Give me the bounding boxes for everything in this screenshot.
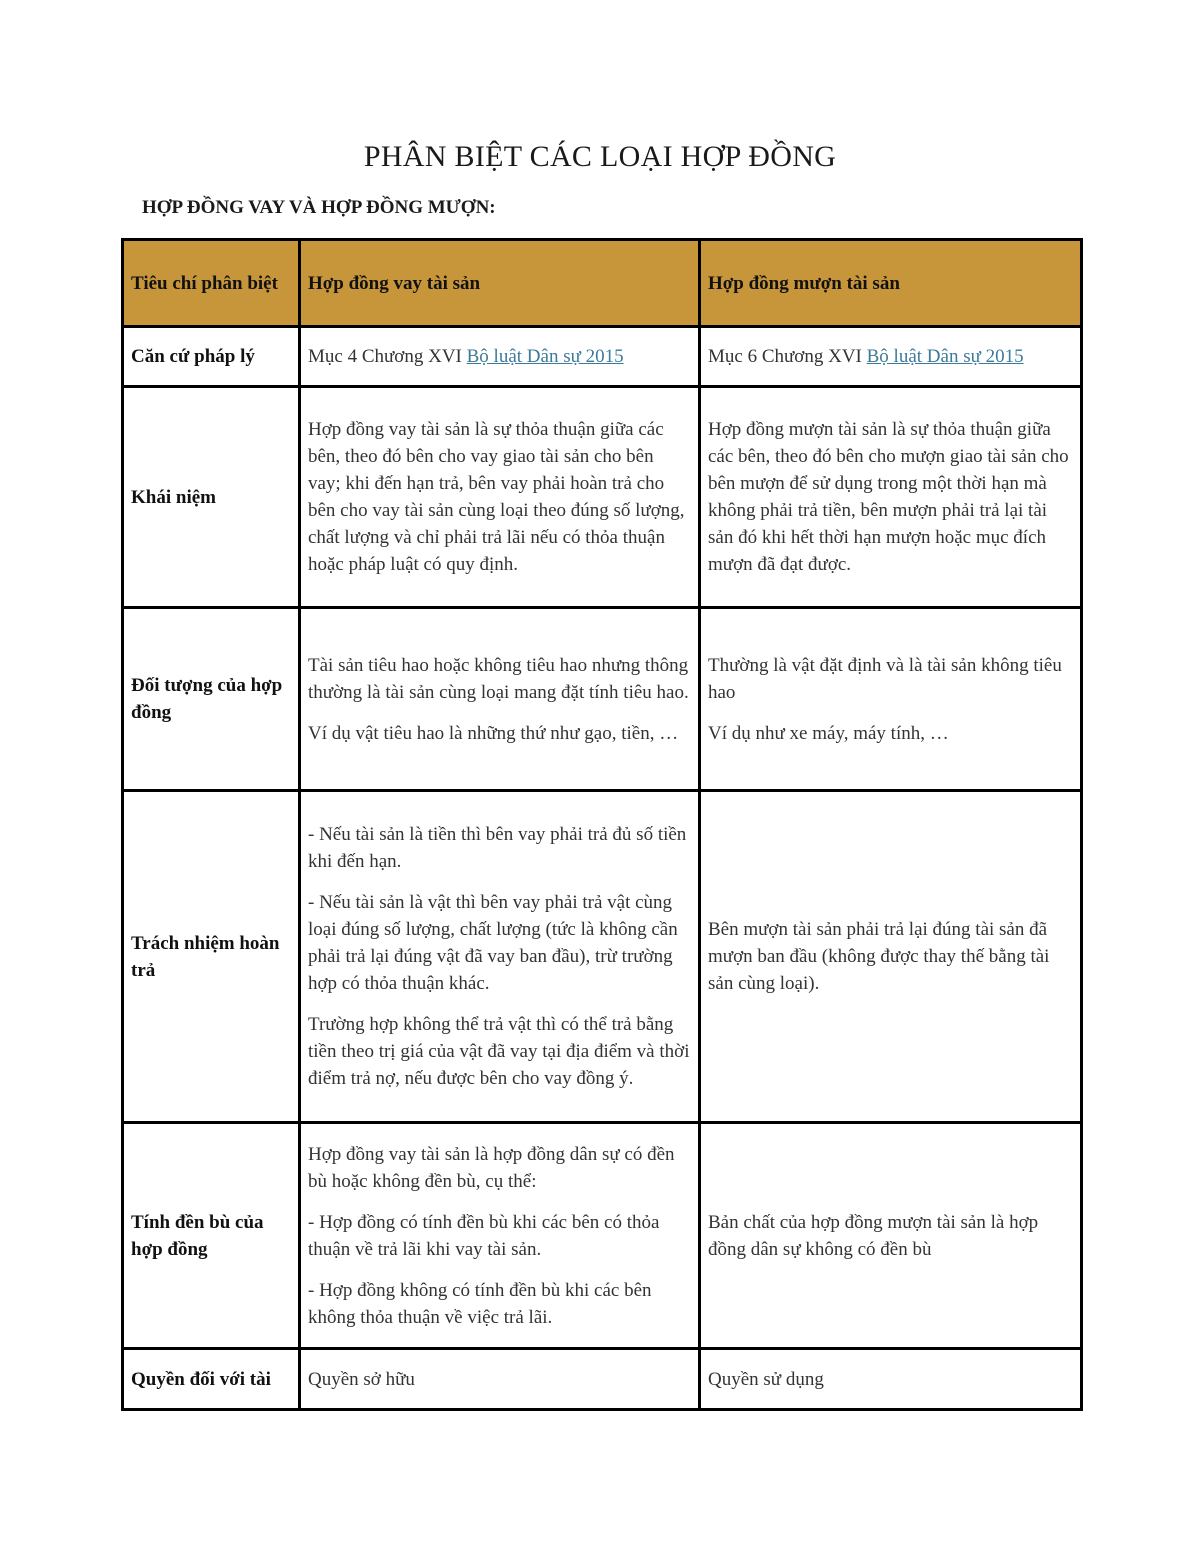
borrow-concept: Hợp đồng mượn tài sản là sự thỏa thuận giữa các bên, theo đó bên cho mượn giao tài sản cho bên mượn để sử dụng trong một thời hạn mà không phải trả tiền, bên mượn phải trả lại tài sản đó khi hết thời hạn mượn hoặc mục đích mượn đã đạt được. <box>700 387 1082 608</box>
section-heading: HỢP ĐỒNG VAY VÀ HỢP ĐỒNG MƯỢN: <box>142 197 496 218</box>
label-rights: Quyền đối với tài <box>123 1349 300 1410</box>
page-title: PHÂN BIỆT CÁC LOẠI HỢP ĐỒNG <box>363 140 837 173</box>
loan-return-p3: Trường hợp không thể trả vật thì có thể trả bằng tiền theo trị giá của vật đã vay tại địa điểm và thời điểm trả nợ, nếu được bên cho vay đồng ý. <box>308 1014 690 1089</box>
loan-object-p1: Tài sản tiêu hao hoặc không tiêu hao nhưng thông thường là tài sản cùng loại mang đặt tính tiêu hao. <box>308 654 689 703</box>
borrow-rights: Quyền sử dụng <box>700 1349 1082 1410</box>
borrow-civil-code-link[interactable]: Bộ luật Dân sự 2015 <box>866 346 1024 367</box>
label-object: Đối tượng của hợp đồng <box>123 608 300 791</box>
row-rights <box>123 1349 1082 1410</box>
loan-object-p2: Ví dụ vật tiêu hao là những thứ như gạo, tiền, … <box>308 722 679 744</box>
header-criteria: Tiêu chí phân biệt <box>123 240 300 327</box>
borrow-object-p1: Thường là vật đặt định và là tài sản không tiêu hao <box>708 654 1062 703</box>
row-compensation <box>123 1123 1082 1349</box>
loan-rights: Quyền sở hữu <box>300 1349 700 1410</box>
loan-comp-p2: - Hợp đồng có tính đền bù khi các bên có thỏa thuận về trả lãi khi vay tài sản. <box>308 1211 660 1260</box>
loan-civil-code-link[interactable]: Bộ luật Dân sự 2015 <box>466 346 624 367</box>
loan-legal-basis <box>300 327 700 387</box>
loan-concept: Hợp đồng vay tài sản là sự thỏa thuận giữa các bên, theo đó bên cho vay giao tài sản cho bên vay; khi đến hạn trả, bên vay phải hoàn trả cho bên cho vay tài sản cùng loại theo đúng số lượng, chất lượng và chỉ phải trả lãi nếu có thỏa thuận hoặc pháp luật có quy định. <box>300 387 700 608</box>
table-header-row <box>123 240 1082 327</box>
borrow-legal-prefix: Mục 6 Chương XVI <box>708 346 867 367</box>
label-compensation: Tính đền bù của hợp đồng <box>123 1123 300 1349</box>
row-legal-basis <box>123 327 1082 387</box>
row-return-duty <box>123 791 1082 1123</box>
borrow-compensation: Bản chất của hợp đồng mượn tài sản là hợp đồng dân sự không có đền bù <box>700 1123 1082 1349</box>
borrow-object <box>700 608 1082 791</box>
row-object <box>123 608 1082 791</box>
header-loan: Hợp đồng vay tài sản <box>300 240 700 327</box>
loan-compensation <box>300 1123 700 1349</box>
label-legal-basis: Căn cứ pháp lý <box>123 327 300 387</box>
label-return-duty: Trách nhiệm hoàn trả <box>123 791 300 1123</box>
borrow-object-p2: Ví dụ như xe máy, máy tính, … <box>708 722 949 744</box>
loan-comp-p1: Hợp đồng vay tài sản là hợp đồng dân sự có đền bù hoặc không đền bù, cụ thể: <box>308 1143 675 1192</box>
loan-return-p1: - Nếu tài sản là tiền thì bên vay phải trả đủ số tiền khi đến hạn. <box>308 824 687 872</box>
header-borrow: Hợp đồng mượn tài sản <box>700 240 1082 327</box>
loan-legal-prefix: Mục 4 Chương XVI <box>308 346 467 367</box>
borrow-return-duty: Bên mượn tài sản phải trả lại đúng tài sản đã mượn ban đầu (không được thay thế bằng tài sản cùng loại). <box>700 791 1082 1123</box>
row-concept <box>123 387 1082 608</box>
loan-object <box>300 608 700 791</box>
comparison-table <box>121 238 1083 1411</box>
loan-return-p2: - Nếu tài sản là vật thì bên vay phải trả vật cùng loại đúng số lượng, chất lượng (tức là không cần phải trả lại đúng vật đã vay ban đầu), trừ trường hợp có thỏa thuận khác. <box>308 892 678 994</box>
loan-return-duty <box>300 791 700 1123</box>
label-concept: Khái niệm <box>123 387 300 608</box>
borrow-legal-basis <box>700 327 1082 387</box>
loan-comp-p3: - Hợp đồng không có tính đền bù khi các bên không thỏa thuận về việc trả lãi. <box>308 1279 652 1328</box>
